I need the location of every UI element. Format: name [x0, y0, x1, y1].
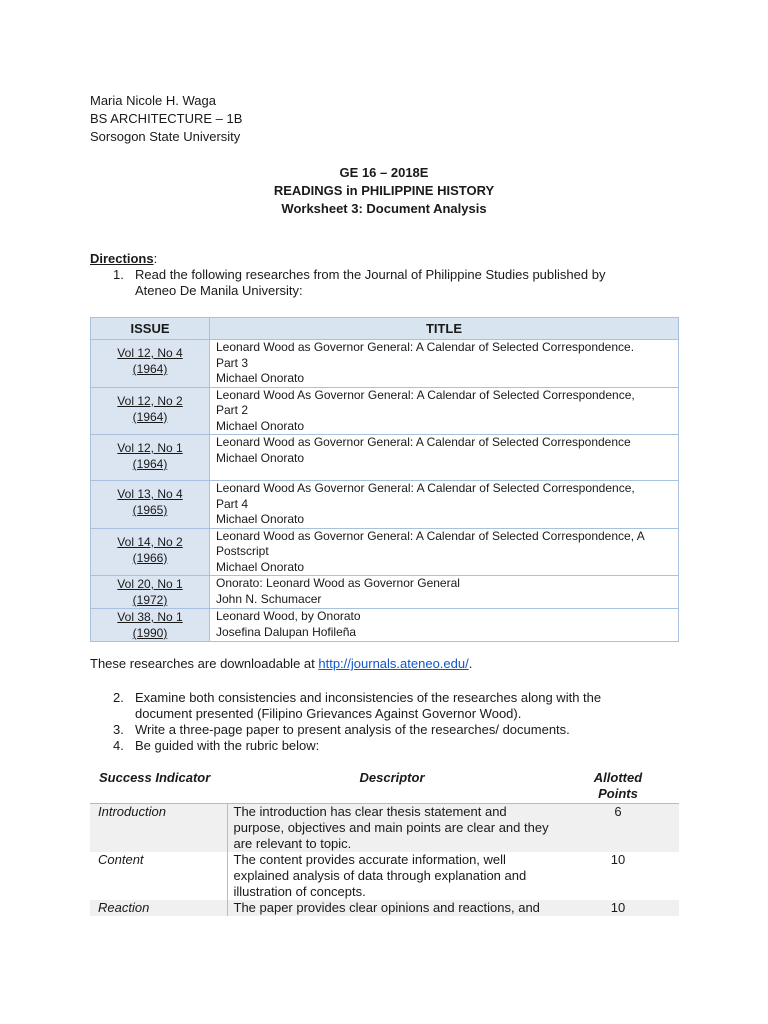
- step-text-line: Examine both consistencies and inconsistencies of the researches along with the: [135, 690, 602, 705]
- step-text-line: document presented (Filipino Grievances Against Governor Wood).: [135, 706, 522, 721]
- issue-link[interactable]: Vol 38, No 1 (1990): [91, 609, 210, 642]
- rubric-indicator: Content: [90, 852, 227, 900]
- rubric-header-row: [90, 770, 679, 804]
- subject-title: READINGS in PHILIPPINE HISTORY: [273, 183, 495, 198]
- step-number: 1.: [113, 267, 124, 282]
- step-number: 4.: [113, 738, 124, 753]
- title-cell: Onorato: Leonard Wood as Governor General John N. Schumacer: [210, 576, 679, 609]
- table-row: [91, 387, 679, 435]
- title-cell: Leonard Wood As Governor General: A Calendar of Selected Correspondence, Part 4 Michael Onorato: [210, 481, 679, 529]
- issue-link[interactable]: Vol 14, No 2 (1966): [91, 528, 210, 576]
- step-text-line: Read the following researches from the Journal of Philippine Studies published by: [135, 267, 606, 282]
- title-cell: Leonard Wood as Governor General: A Calendar of Selected Correspondence. Part 3 Michael Onorato: [210, 340, 679, 388]
- rubric-row: [90, 804, 679, 853]
- table-row: [91, 481, 679, 529]
- title-cell: Leonard Wood, by Onorato Josefina Dalupan Hofileña: [210, 609, 679, 642]
- rubric-points: 6: [557, 804, 679, 853]
- issue-link[interactable]: Vol 20, No 1 (1972): [91, 576, 210, 609]
- rubric-descriptor: The content provides accurate information, well explained analysis of data through explanation and illustration of concepts.: [233, 852, 527, 899]
- list-item: [90, 722, 680, 738]
- student-school: Sorsogon State University: [90, 129, 241, 144]
- step-text-line: Write a three-page paper to present analysis of the researches/ documents.: [135, 722, 570, 737]
- worksheet-title: Worksheet 3: Document Analysis: [281, 201, 487, 216]
- descriptor-column-header: Descriptor: [227, 770, 557, 804]
- issue-link[interactable]: Vol 12, No 2 (1964): [91, 387, 210, 435]
- issue-link[interactable]: Vol 12, No 4 (1964): [91, 340, 210, 388]
- issue-column-header: ISSUE: [91, 318, 210, 340]
- title-cell: Leonard Wood As Governor General: A Calendar of Selected Correspondence, Part 2 Michael Onorato: [210, 387, 679, 435]
- directions-section: [90, 251, 680, 299]
- student-header: [90, 92, 242, 146]
- table-row: [91, 528, 679, 576]
- course-code: GE 16 – 2018E: [339, 165, 429, 180]
- title-column-header: TITLE: [210, 318, 679, 340]
- list-item: [90, 690, 680, 722]
- issue-link[interactable]: Vol 13, No 4 (1965): [91, 481, 210, 529]
- student-name: Maria Nicole H. Waga: [90, 93, 216, 108]
- table-row: [91, 435, 679, 481]
- table-row: [91, 340, 679, 388]
- title-cell: Leonard Wood as Governor General: A Calendar of Selected Correspondence Michael Onorato: [210, 435, 679, 481]
- student-program: BS ARCHITECTURE – 1B: [90, 111, 243, 126]
- journal-link[interactable]: http://journals.ateneo.edu/: [318, 656, 469, 671]
- directions-heading: Directions:: [90, 251, 158, 266]
- rubric-descriptor: The paper provides clear opinions and reactions, and: [227, 900, 557, 916]
- step-text-line: Ateneo De Manila University:: [135, 283, 303, 298]
- table-row: [91, 576, 679, 609]
- table-row: [91, 609, 679, 642]
- document-titles: [0, 164, 768, 218]
- directions-label: Directions: [90, 251, 154, 266]
- directions-continued: [90, 690, 680, 754]
- title-cell: Leonard Wood as Governor General: A Calendar of Selected Correspondence, A Postscript Michael Onorato: [210, 528, 679, 576]
- issues-table: [90, 317, 679, 642]
- indicator-column-header: Success Indicator: [90, 770, 227, 804]
- rubric-indicator: Introduction: [90, 804, 227, 853]
- step-text-line: Be guided with the rubric below:: [135, 738, 320, 753]
- rubric-points: 10: [610, 852, 626, 867]
- issue-link[interactable]: Vol 12, No 1 (1964): [91, 435, 210, 481]
- download-note: These researches are downloadable at http://journals.ateneo.edu/.: [90, 656, 473, 671]
- rubric-row: [90, 900, 679, 916]
- rubric-table: [90, 770, 679, 916]
- directions-list-continued: [90, 690, 680, 754]
- rubric-points: 10: [557, 900, 679, 916]
- table-header-row: [91, 318, 679, 340]
- rubric-descriptor: The introduction has clear thesis statement and purpose, objectives and main points are clear and they are relevant to topic.: [227, 804, 557, 853]
- directions-list: [90, 267, 680, 299]
- rubric-row: [90, 852, 679, 900]
- points-column-header: Allotted Points: [557, 770, 679, 804]
- list-item: [90, 267, 680, 299]
- rubric-indicator: Reaction: [90, 900, 227, 916]
- step-number: 2.: [113, 690, 124, 705]
- list-item: [90, 738, 680, 754]
- step-number: 3.: [113, 722, 124, 737]
